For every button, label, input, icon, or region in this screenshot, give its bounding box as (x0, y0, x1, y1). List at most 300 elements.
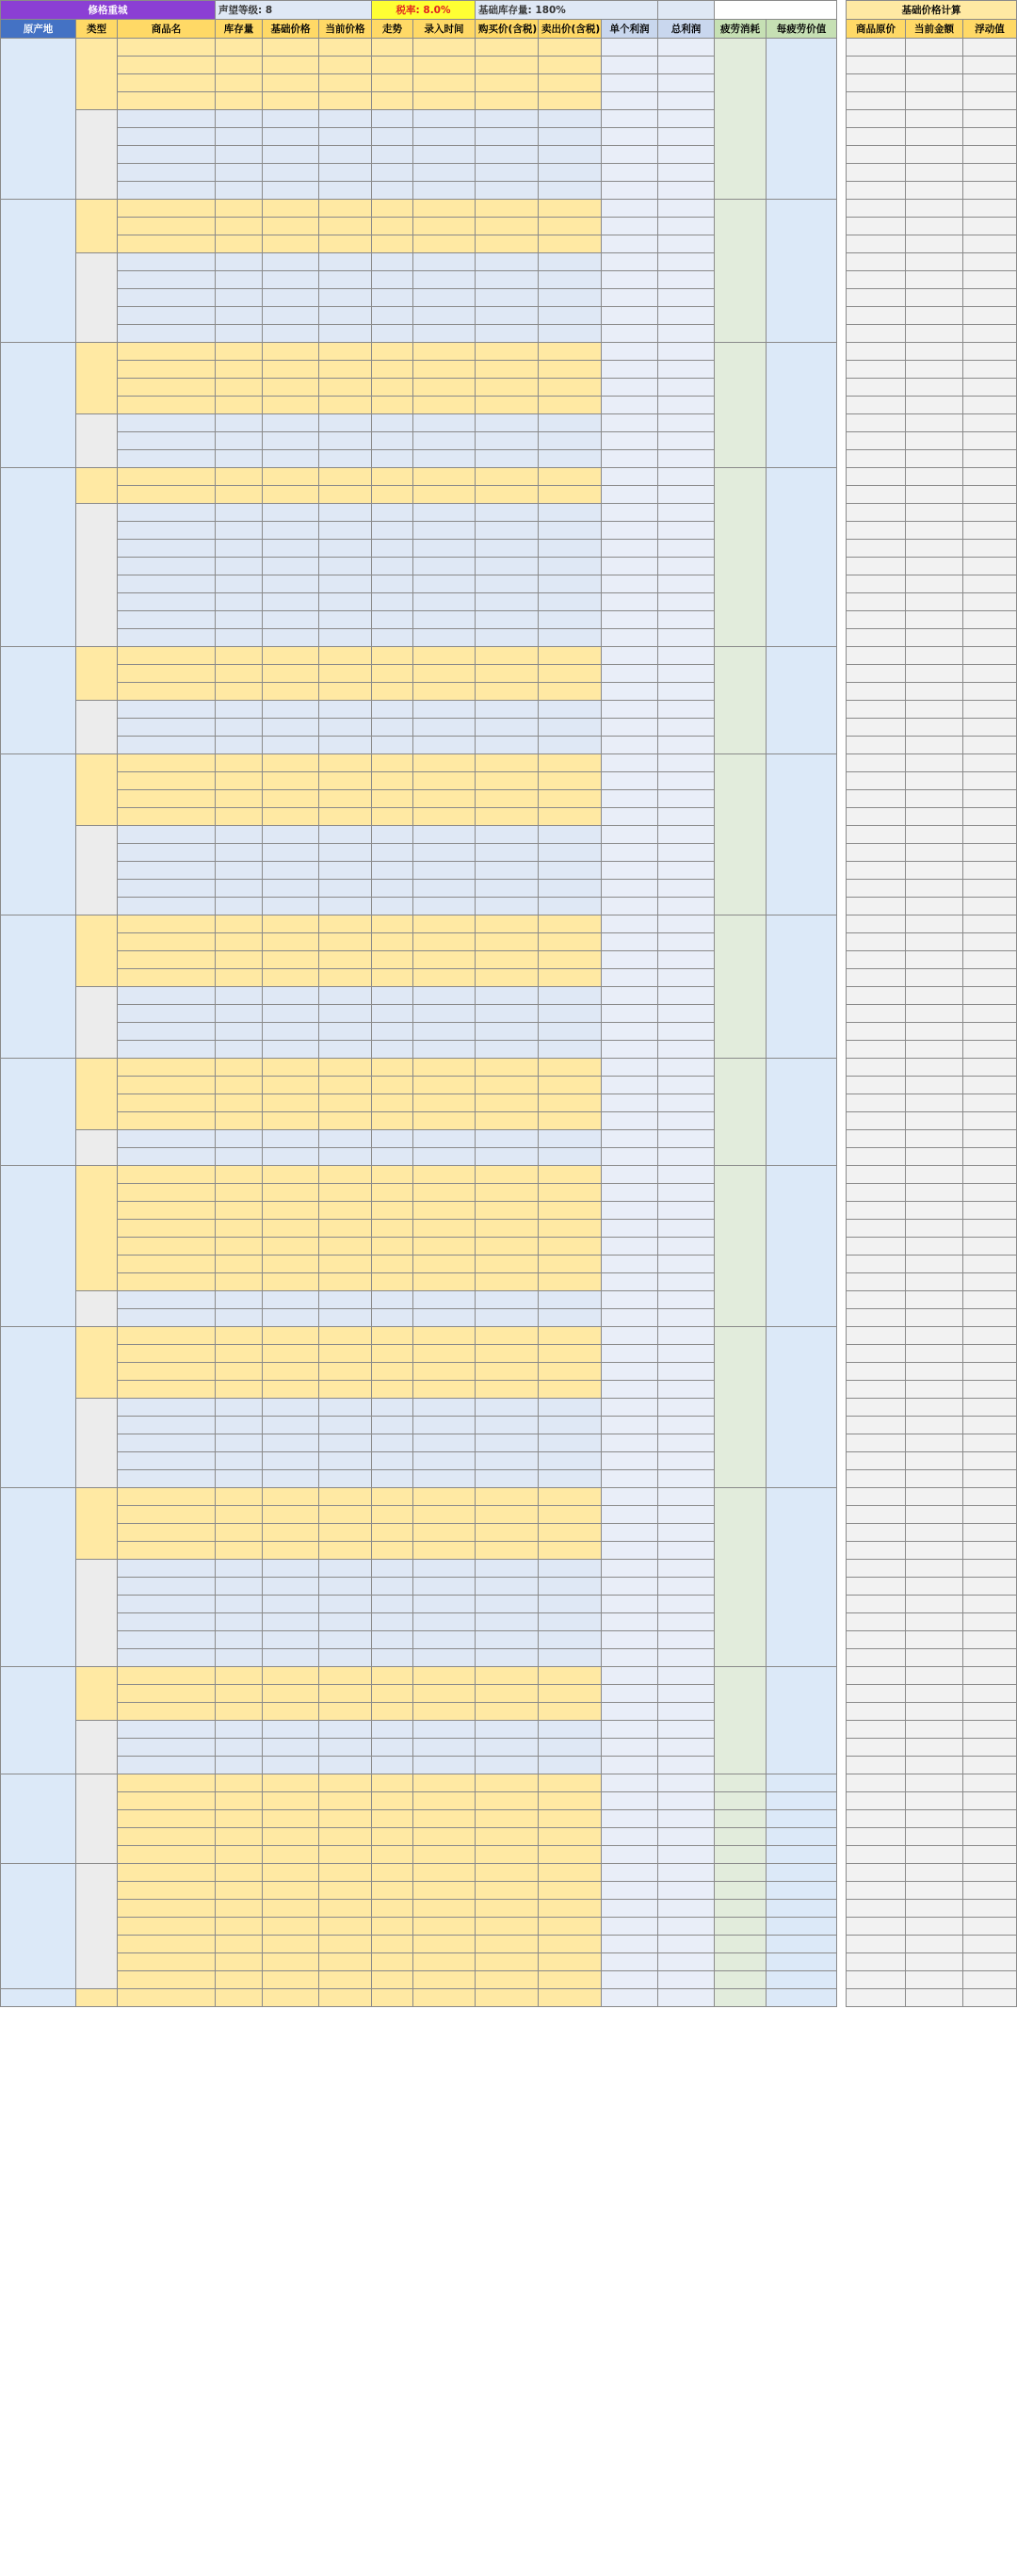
unit-profit-cell[interactable] (602, 1596, 658, 1613)
trend-cell[interactable] (372, 343, 413, 361)
sell-price-cell[interactable] (539, 558, 602, 575)
current-amount-cell[interactable] (906, 1077, 963, 1094)
base-price-cell[interactable] (263, 128, 319, 146)
stock-cell[interactable] (216, 486, 263, 504)
stock-cell[interactable] (216, 1202, 263, 1220)
entry-time-cell[interactable] (413, 1059, 476, 1077)
product-name-cell[interactable] (118, 1703, 216, 1721)
current-price-cell[interactable] (319, 1166, 372, 1184)
base-price-cell[interactable] (263, 1488, 319, 1506)
entry-time-cell[interactable] (413, 1041, 476, 1059)
sell-price-cell[interactable] (539, 1077, 602, 1094)
product-name-cell[interactable] (118, 1327, 216, 1345)
original-price-cell[interactable] (847, 164, 906, 182)
unit-profit-cell[interactable] (602, 343, 658, 361)
float-value-cell[interactable] (963, 1417, 1017, 1434)
total-profit-cell[interactable] (658, 1148, 715, 1166)
current-amount-cell[interactable] (906, 1989, 963, 2007)
float-value-cell[interactable] (963, 1041, 1017, 1059)
sell-price-cell[interactable] (539, 57, 602, 74)
total-profit-cell[interactable] (658, 1882, 715, 1900)
original-price-cell[interactable] (847, 432, 906, 450)
float-value-cell[interactable] (963, 164, 1017, 182)
trend-cell[interactable] (372, 1578, 413, 1596)
float-value-cell[interactable] (963, 1363, 1017, 1381)
stock-cell[interactable] (216, 1381, 263, 1399)
entry-time-cell[interactable] (413, 379, 476, 397)
unit-profit-cell[interactable] (602, 361, 658, 379)
sell-price-cell[interactable] (539, 1363, 602, 1381)
stock-cell[interactable] (216, 235, 263, 253)
buy-price-cell[interactable] (476, 1578, 539, 1596)
entry-time-cell[interactable] (413, 1989, 476, 2007)
current-price-cell[interactable] (319, 1864, 372, 1882)
unit-profit-cell[interactable] (602, 164, 658, 182)
origin-cell[interactable] (1, 915, 76, 1059)
sell-price-cell[interactable] (539, 1041, 602, 1059)
original-price-cell[interactable] (847, 1417, 906, 1434)
current-amount-cell[interactable] (906, 379, 963, 397)
current-price-cell[interactable] (319, 540, 372, 558)
product-name-cell[interactable] (118, 1112, 216, 1130)
current-price-cell[interactable] (319, 397, 372, 414)
sell-price-cell[interactable] (539, 74, 602, 92)
current-amount-cell[interactable] (906, 629, 963, 647)
base-price-cell[interactable] (263, 629, 319, 647)
total-profit-cell[interactable] (658, 1256, 715, 1273)
stock-cell[interactable] (216, 39, 263, 57)
base-price-cell[interactable] (263, 1685, 319, 1703)
current-amount-cell[interactable] (906, 110, 963, 128)
current-price-cell[interactable] (319, 1112, 372, 1130)
total-profit-cell[interactable] (658, 951, 715, 969)
total-profit-cell[interactable] (658, 57, 715, 74)
buy-price-cell[interactable] (476, 1184, 539, 1202)
unit-profit-cell[interactable] (602, 665, 658, 683)
buy-price-cell[interactable] (476, 397, 539, 414)
product-name-cell[interactable] (118, 1363, 216, 1381)
sell-price-cell[interactable] (539, 486, 602, 504)
trend-cell[interactable] (372, 844, 413, 862)
buy-price-cell[interactable] (476, 1417, 539, 1434)
current-price-cell[interactable] (319, 808, 372, 826)
total-profit-cell[interactable] (658, 629, 715, 647)
float-value-cell[interactable] (963, 701, 1017, 719)
product-name-cell[interactable] (118, 629, 216, 647)
original-price-cell[interactable] (847, 540, 906, 558)
unit-profit-cell[interactable] (602, 379, 658, 397)
product-name-cell[interactable] (118, 218, 216, 235)
float-value-cell[interactable] (963, 1256, 1017, 1273)
base-price-cell[interactable] (263, 1434, 319, 1452)
origin-cell[interactable] (1, 1864, 76, 1989)
stock-cell[interactable] (216, 1291, 263, 1309)
base-price-cell[interactable] (263, 1631, 319, 1649)
trend-cell[interactable] (372, 1631, 413, 1649)
sell-price-cell[interactable] (539, 432, 602, 450)
original-price-cell[interactable] (847, 862, 906, 880)
trend-cell[interactable] (372, 1220, 413, 1238)
float-value-cell[interactable] (963, 307, 1017, 325)
entry-time-cell[interactable] (413, 343, 476, 361)
original-price-cell[interactable] (847, 1166, 906, 1184)
float-value-cell[interactable] (963, 1327, 1017, 1345)
entry-time-cell[interactable] (413, 325, 476, 343)
total-profit-cell[interactable] (658, 540, 715, 558)
current-price-cell[interactable] (319, 1882, 372, 1900)
trend-cell[interactable] (372, 1900, 413, 1918)
stock-cell[interactable] (216, 110, 263, 128)
total-profit-cell[interactable] (658, 1810, 715, 1828)
float-value-cell[interactable] (963, 1810, 1017, 1828)
float-value-cell[interactable] (963, 1166, 1017, 1184)
total-profit-cell[interactable] (658, 611, 715, 629)
total-profit-cell[interactable] (658, 772, 715, 790)
original-price-cell[interactable] (847, 969, 906, 987)
column-header-0[interactable]: 原产地 (1, 20, 76, 39)
column-header-13[interactable]: 每疲劳价值 (767, 20, 837, 39)
origin-cell[interactable] (1, 1667, 76, 1774)
current-price-cell[interactable] (319, 1846, 372, 1864)
float-value-cell[interactable] (963, 1631, 1017, 1649)
stock-cell[interactable] (216, 1256, 263, 1273)
type-cell[interactable] (76, 915, 118, 987)
original-price-cell[interactable] (847, 450, 906, 468)
original-price-cell[interactable] (847, 826, 906, 844)
fatigue-value-cell[interactable] (767, 1864, 837, 1882)
sell-price-cell[interactable] (539, 1309, 602, 1327)
current-amount-cell[interactable] (906, 1631, 963, 1649)
original-price-cell[interactable] (847, 1971, 906, 1989)
float-value-cell[interactable] (963, 1094, 1017, 1112)
stock-cell[interactable] (216, 1309, 263, 1327)
buy-price-cell[interactable] (476, 235, 539, 253)
entry-time-cell[interactable] (413, 1256, 476, 1273)
current-price-cell[interactable] (319, 1273, 372, 1291)
entry-time-cell[interactable] (413, 1381, 476, 1399)
buy-price-cell[interactable] (476, 1041, 539, 1059)
trend-cell[interactable] (372, 110, 413, 128)
current-price-cell[interactable] (319, 1792, 372, 1810)
unit-profit-cell[interactable] (602, 325, 658, 343)
current-price-cell[interactable] (319, 361, 372, 379)
current-price-cell[interactable] (319, 1667, 372, 1685)
sell-price-cell[interactable] (539, 772, 602, 790)
float-value-cell[interactable] (963, 92, 1017, 110)
fatigue-value-cell[interactable] (767, 1059, 837, 1166)
stock-cell[interactable] (216, 289, 263, 307)
unit-profit-cell[interactable] (602, 1989, 658, 2007)
current-amount-cell[interactable] (906, 1184, 963, 1202)
stock-cell[interactable] (216, 575, 263, 593)
original-price-cell[interactable] (847, 1774, 906, 1792)
float-value-cell[interactable] (963, 414, 1017, 432)
column-header-8[interactable]: 购买价(含税) (476, 20, 539, 39)
stock-cell[interactable] (216, 1130, 263, 1148)
unit-profit-cell[interactable] (602, 844, 658, 862)
total-profit-cell[interactable] (658, 1363, 715, 1381)
product-name-cell[interactable] (118, 1291, 216, 1309)
trend-cell[interactable] (372, 1399, 413, 1417)
stock-cell[interactable] (216, 379, 263, 397)
stock-cell[interactable] (216, 772, 263, 790)
buy-price-cell[interactable] (476, 1810, 539, 1828)
current-price-cell[interactable] (319, 898, 372, 915)
float-value-cell[interactable] (963, 271, 1017, 289)
original-price-cell[interactable] (847, 200, 906, 218)
buy-price-cell[interactable] (476, 969, 539, 987)
stock-cell[interactable] (216, 146, 263, 164)
float-value-cell[interactable] (963, 1005, 1017, 1023)
unit-profit-cell[interactable] (602, 969, 658, 987)
current-price-cell[interactable] (319, 1327, 372, 1345)
float-value-cell[interactable] (963, 1309, 1017, 1327)
buy-price-cell[interactable] (476, 1256, 539, 1273)
buy-price-cell[interactable] (476, 1023, 539, 1041)
product-name-cell[interactable] (118, 880, 216, 898)
original-price-cell[interactable] (847, 146, 906, 164)
sell-price-cell[interactable] (539, 629, 602, 647)
base-price-cell[interactable] (263, 1542, 319, 1560)
column-header-9[interactable]: 卖出价(含税) (539, 20, 602, 39)
total-profit-cell[interactable] (658, 683, 715, 701)
sell-price-cell[interactable] (539, 1810, 602, 1828)
unit-profit-cell[interactable] (602, 575, 658, 593)
stock-cell[interactable] (216, 683, 263, 701)
float-value-cell[interactable] (963, 737, 1017, 754)
type-cell[interactable] (76, 343, 118, 414)
sell-price-cell[interactable] (539, 1506, 602, 1524)
product-name-cell[interactable] (118, 1578, 216, 1596)
current-price-cell[interactable] (319, 1613, 372, 1631)
trend-cell[interactable] (372, 1542, 413, 1560)
base-price-cell[interactable] (263, 1417, 319, 1434)
buy-price-cell[interactable] (476, 218, 539, 235)
total-profit-cell[interactable] (658, 486, 715, 504)
trend-cell[interactable] (372, 933, 413, 951)
original-price-cell[interactable] (847, 558, 906, 575)
fatigue-cell[interactable] (715, 1488, 767, 1667)
buy-price-cell[interactable] (476, 361, 539, 379)
current-price-cell[interactable] (319, 1345, 372, 1363)
original-price-cell[interactable] (847, 182, 906, 200)
trend-cell[interactable] (372, 1148, 413, 1166)
entry-time-cell[interactable] (413, 74, 476, 92)
product-name-cell[interactable] (118, 1238, 216, 1256)
product-name-cell[interactable] (118, 915, 216, 933)
float-value-cell[interactable] (963, 1506, 1017, 1524)
current-price-cell[interactable] (319, 1470, 372, 1488)
stock-cell[interactable] (216, 1041, 263, 1059)
current-price-cell[interactable] (319, 379, 372, 397)
base-price-cell[interactable] (263, 182, 319, 200)
float-value-cell[interactable] (963, 128, 1017, 146)
product-name-cell[interactable] (118, 1273, 216, 1291)
total-profit-cell[interactable] (658, 289, 715, 307)
current-price-cell[interactable] (319, 1399, 372, 1417)
float-value-cell[interactable] (963, 915, 1017, 933)
trend-cell[interactable] (372, 1166, 413, 1184)
trend-cell[interactable] (372, 1506, 413, 1524)
trend-cell[interactable] (372, 790, 413, 808)
original-price-cell[interactable] (847, 57, 906, 74)
current-price-cell[interactable] (319, 325, 372, 343)
entry-time-cell[interactable] (413, 504, 476, 522)
current-price-cell[interactable] (319, 915, 372, 933)
total-profit-cell[interactable] (658, 200, 715, 218)
sell-price-cell[interactable] (539, 987, 602, 1005)
current-price-cell[interactable] (319, 1059, 372, 1077)
trend-cell[interactable] (372, 1703, 413, 1721)
total-profit-cell[interactable] (658, 397, 715, 414)
current-amount-cell[interactable] (906, 1273, 963, 1291)
base-price-cell[interactable] (263, 1757, 319, 1774)
float-value-cell[interactable] (963, 969, 1017, 987)
current-amount-cell[interactable] (906, 915, 963, 933)
original-price-cell[interactable] (847, 1256, 906, 1273)
total-profit-cell[interactable] (658, 1596, 715, 1613)
current-amount-cell[interactable] (906, 1417, 963, 1434)
current-price-cell[interactable] (319, 1309, 372, 1327)
base-price-cell[interactable] (263, 1953, 319, 1971)
entry-time-cell[interactable] (413, 57, 476, 74)
current-amount-cell[interactable] (906, 1381, 963, 1399)
stock-cell[interactable] (216, 1112, 263, 1130)
sell-price-cell[interactable] (539, 915, 602, 933)
current-amount-cell[interactable] (906, 647, 963, 665)
float-value-cell[interactable] (963, 504, 1017, 522)
buy-price-cell[interactable] (476, 1757, 539, 1774)
float-value-cell[interactable] (963, 826, 1017, 844)
buy-price-cell[interactable] (476, 880, 539, 898)
fatigue-cell[interactable] (715, 1828, 767, 1846)
base-price-cell[interactable] (263, 1560, 319, 1578)
entry-time-cell[interactable] (413, 468, 476, 486)
trend-cell[interactable] (372, 1792, 413, 1810)
current-price-cell[interactable] (319, 200, 372, 218)
base-price-cell[interactable] (263, 1005, 319, 1023)
stock-cell[interactable] (216, 1936, 263, 1953)
sell-price-cell[interactable] (539, 1578, 602, 1596)
trend-cell[interactable] (372, 146, 413, 164)
sell-price-cell[interactable] (539, 200, 602, 218)
current-price-cell[interactable] (319, 701, 372, 719)
product-name-cell[interactable] (118, 1488, 216, 1506)
current-price-cell[interactable] (319, 1703, 372, 1721)
stock-cell[interactable] (216, 1327, 263, 1345)
total-profit-cell[interactable] (658, 1613, 715, 1631)
stock-cell[interactable] (216, 92, 263, 110)
product-name-cell[interactable] (118, 486, 216, 504)
total-profit-cell[interactable] (658, 1506, 715, 1524)
trend-cell[interactable] (372, 969, 413, 987)
original-price-cell[interactable] (847, 701, 906, 719)
entry-time-cell[interactable] (413, 39, 476, 57)
current-price-cell[interactable] (319, 987, 372, 1005)
current-amount-cell[interactable] (906, 1613, 963, 1631)
total-profit-cell[interactable] (658, 1936, 715, 1953)
trend-cell[interactable] (372, 307, 413, 325)
trend-cell[interactable] (372, 468, 413, 486)
stock-cell[interactable] (216, 253, 263, 271)
product-name-cell[interactable] (118, 253, 216, 271)
unit-profit-cell[interactable] (602, 1363, 658, 1381)
original-price-cell[interactable] (847, 575, 906, 593)
trend-cell[interactable] (372, 593, 413, 611)
buy-price-cell[interactable] (476, 1488, 539, 1506)
current-amount-cell[interactable] (906, 1900, 963, 1918)
current-price-cell[interactable] (319, 1631, 372, 1649)
entry-time-cell[interactable] (413, 1291, 476, 1309)
trend-cell[interactable] (372, 1256, 413, 1273)
stock-cell[interactable] (216, 74, 263, 92)
entry-time-cell[interactable] (413, 880, 476, 898)
float-value-cell[interactable] (963, 235, 1017, 253)
stock-cell[interactable] (216, 1220, 263, 1238)
original-price-cell[interactable] (847, 486, 906, 504)
entry-time-cell[interactable] (413, 629, 476, 647)
unit-profit-cell[interactable] (602, 1381, 658, 1399)
base-price-cell[interactable] (263, 1148, 319, 1166)
product-name-cell[interactable] (118, 862, 216, 880)
current-price-cell[interactable] (319, 307, 372, 325)
sell-price-cell[interactable] (539, 790, 602, 808)
buy-price-cell[interactable] (476, 1094, 539, 1112)
trend-cell[interactable] (372, 92, 413, 110)
entry-time-cell[interactable] (413, 611, 476, 629)
current-amount-cell[interactable] (906, 1524, 963, 1542)
unit-profit-cell[interactable] (602, 92, 658, 110)
current-amount-cell[interactable] (906, 235, 963, 253)
type-cell[interactable] (76, 39, 118, 110)
trend-cell[interactable] (372, 1417, 413, 1434)
trend-cell[interactable] (372, 235, 413, 253)
unit-profit-cell[interactable] (602, 74, 658, 92)
base-price-cell[interactable] (263, 844, 319, 862)
original-price-cell[interactable] (847, 1560, 906, 1578)
product-name-cell[interactable] (118, 1041, 216, 1059)
buy-price-cell[interactable] (476, 1882, 539, 1900)
float-value-cell[interactable] (963, 468, 1017, 486)
current-price-cell[interactable] (319, 1417, 372, 1434)
fatigue-cell[interactable] (715, 1166, 767, 1327)
float-value-cell[interactable] (963, 1774, 1017, 1792)
trend-cell[interactable] (372, 1918, 413, 1936)
base-price-cell[interactable] (263, 1989, 319, 2007)
total-profit-cell[interactable] (658, 880, 715, 898)
unit-profit-cell[interactable] (602, 862, 658, 880)
product-name-cell[interactable] (118, 1739, 216, 1757)
entry-time-cell[interactable] (413, 1238, 476, 1256)
entry-time-cell[interactable] (413, 1130, 476, 1148)
buy-price-cell[interactable] (476, 1130, 539, 1148)
float-value-cell[interactable] (963, 1578, 1017, 1596)
base-price-cell[interactable] (263, 1256, 319, 1273)
original-price-cell[interactable] (847, 1828, 906, 1846)
current-price-cell[interactable] (319, 1148, 372, 1166)
original-price-cell[interactable] (847, 1649, 906, 1667)
buy-price-cell[interactable] (476, 611, 539, 629)
total-profit-cell[interactable] (658, 1578, 715, 1596)
original-price-cell[interactable] (847, 1542, 906, 1560)
sell-price-cell[interactable] (539, 1542, 602, 1560)
buy-price-cell[interactable] (476, 719, 539, 737)
entry-time-cell[interactable] (413, 1363, 476, 1381)
origin-cell[interactable] (1, 754, 76, 915)
sell-price-cell[interactable] (539, 737, 602, 754)
current-price-cell[interactable] (319, 826, 372, 844)
trend-cell[interactable] (372, 754, 413, 772)
